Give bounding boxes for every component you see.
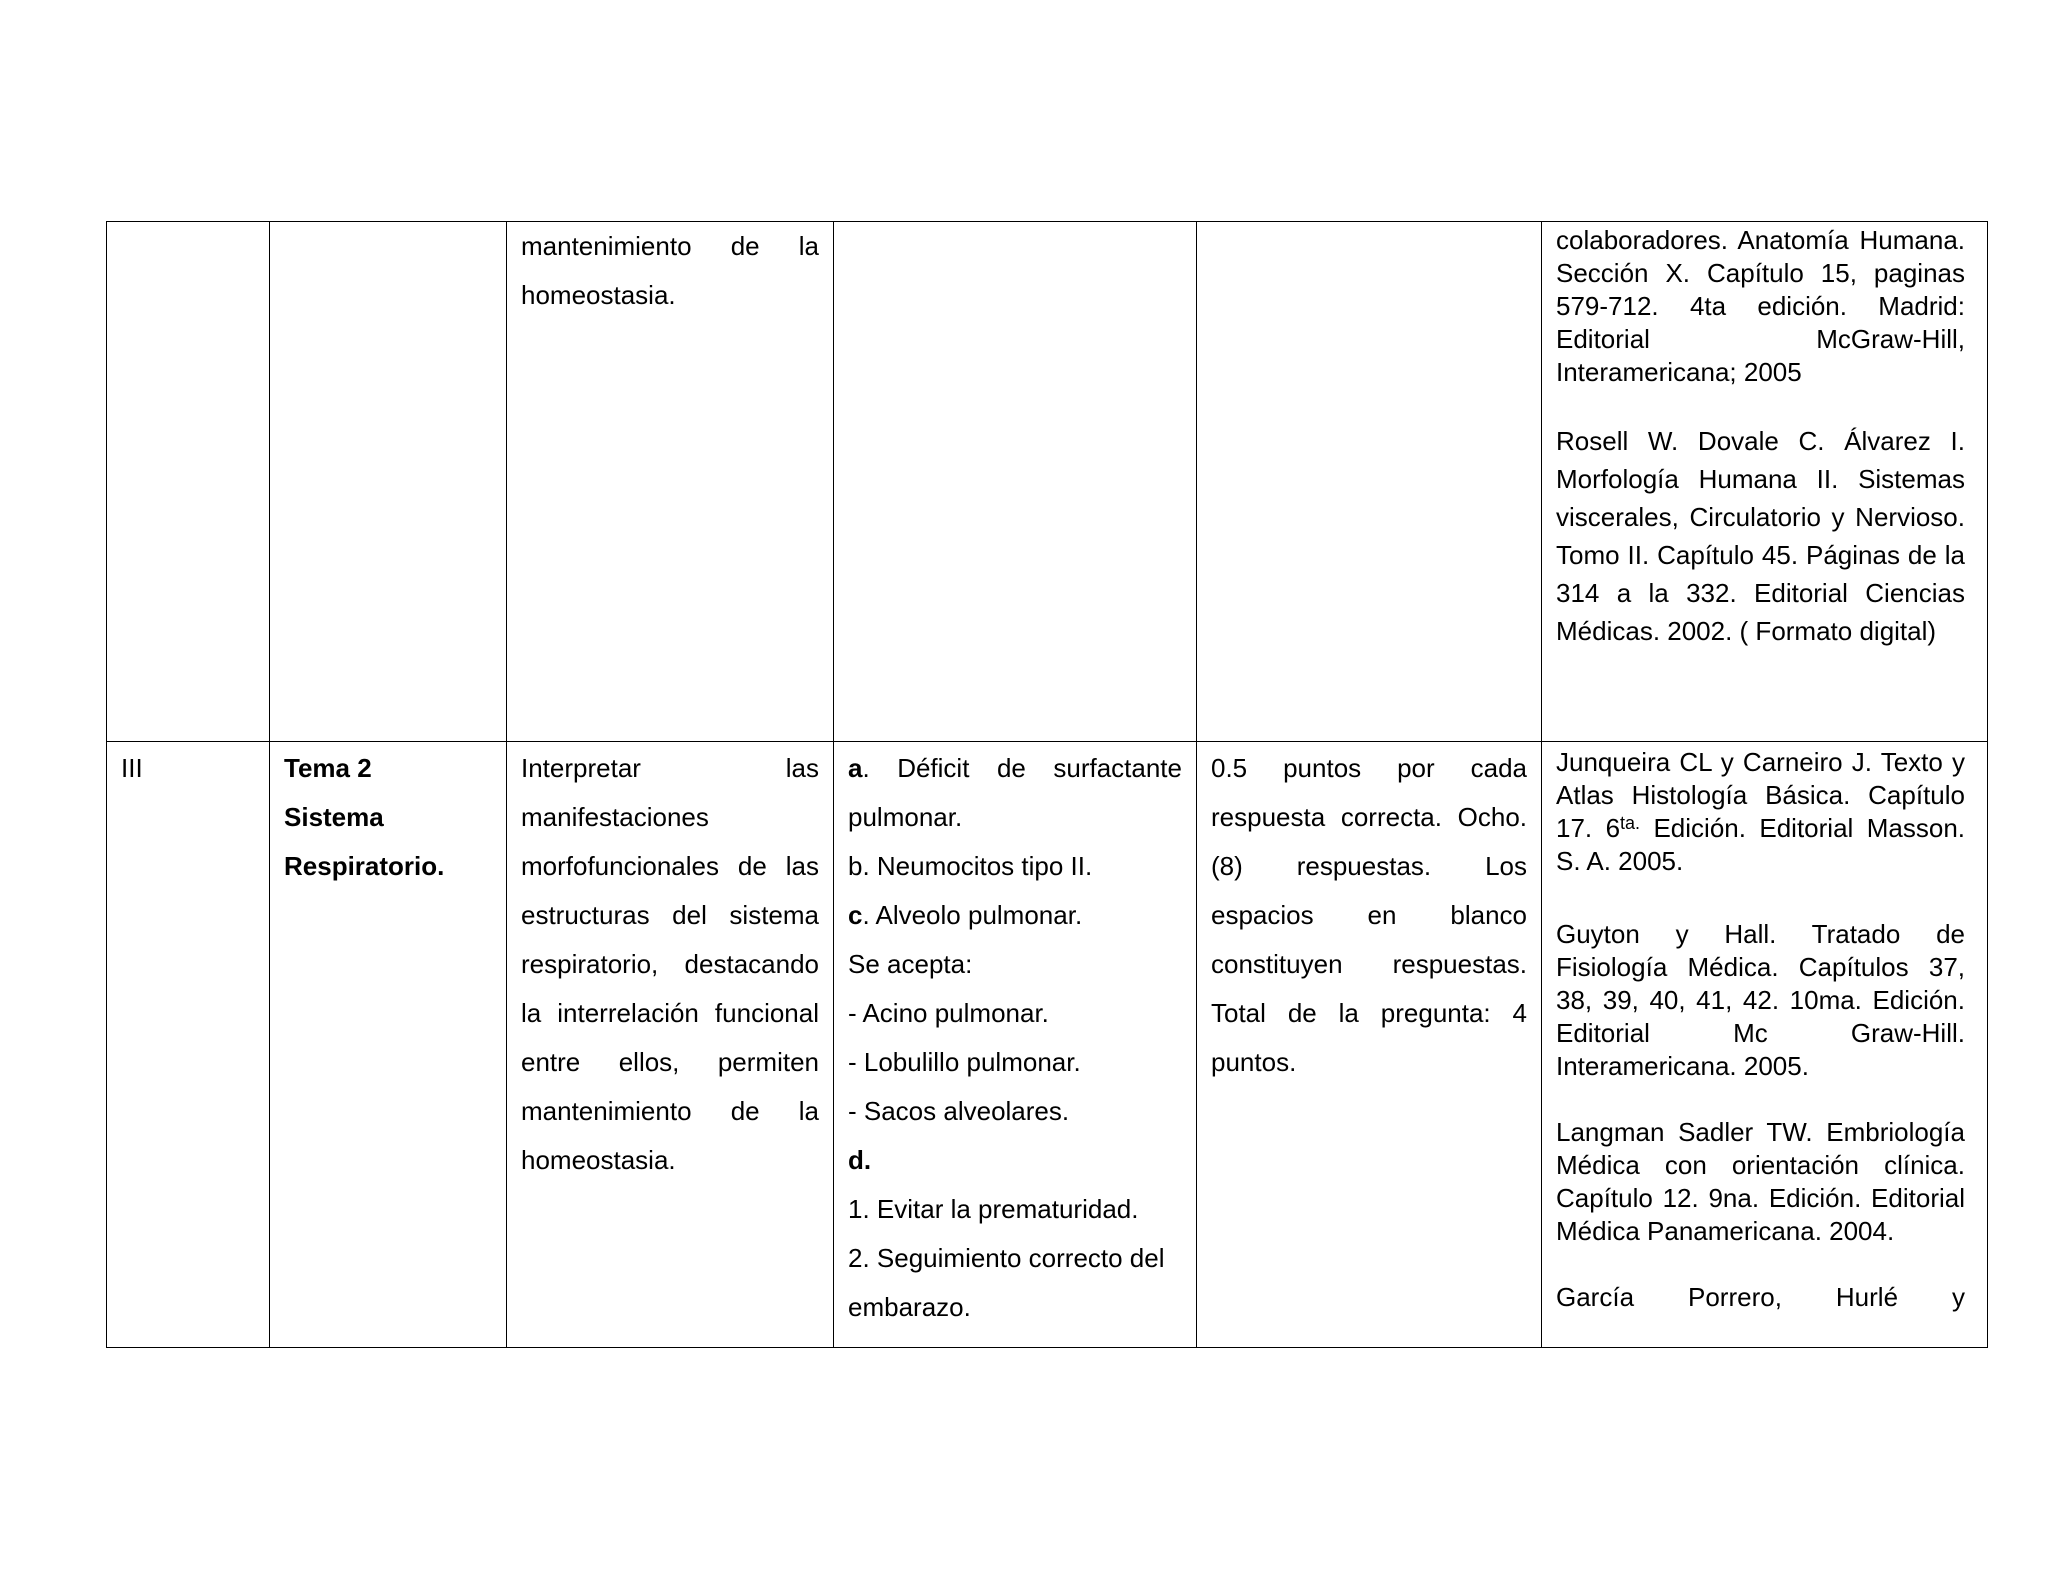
answer-d-item: 1. Evitar la prematuridad. [848, 1194, 1139, 1224]
answer-d: d. [848, 1145, 872, 1175]
answer-text: . Alveolo pulmonar. [862, 900, 1083, 930]
reference-text: Junqueira CL y Carneiro J. Texto y Atlas Histología Básica. Capítulo 17. 6 [1556, 747, 1965, 843]
cell-answers [834, 222, 1197, 742]
accept-item: - Sacos alveolares. [848, 1096, 1070, 1126]
accept-item: - Acino pulmonar. [848, 998, 1049, 1028]
scoring-text: 0.5 puntos por cada respuesta correcta. Ocho. (8) respuestas. Los espacios en blanco constituyen respuestas. Total de la pregunta: 4 puntos. [1211, 753, 1527, 1077]
answer-label: c [848, 900, 863, 930]
cell-number: III [107, 742, 270, 1348]
content-table [106, 221, 1988, 1348]
cell-topic [270, 742, 507, 1348]
objective-text: mantenimiento de la homeostasia. [521, 231, 819, 310]
answer-label: a [848, 753, 863, 783]
topic-line: Respiratorio. [284, 851, 445, 881]
cell-references [1542, 222, 1988, 742]
answer-b: b. Neumocitos tipo II. [848, 851, 1093, 881]
superscript: ta. [1620, 813, 1641, 833]
cell-objective [507, 222, 834, 742]
reference-text: Edición. Editorial Masson. S. A. 2005. [1556, 813, 1965, 876]
accept-item: - Lobulillo pulmonar. [848, 1047, 1081, 1077]
reference-item: Rosell W. Dovale C. Álvarez I. Morfología Humana II. Sistemas viscerales, Circulatorio y Nervioso. Tomo II. Capítulo 45. Páginas de la 314 a la 332. Editorial Ciencias Médicas. 2002. ( Formato digital) [1556, 426, 1965, 646]
topic-line: Sistema [284, 802, 384, 832]
cell-number [107, 222, 270, 742]
reference-item: Langman Sadler TW. Embriología Médica con orientación clínica. Capítulo 12. 9na. Edición. Editorial Médica Panamericana. 2004. [1556, 1117, 1965, 1246]
reference-item: colaboradores. Anatomía Humana. Sección X. Capítulo 15, paginas 579-712. 4ta edición. Madrid: Editorial McGraw-Hill, Interamericana; 2005 [1556, 225, 1965, 387]
cell-topic [270, 222, 507, 742]
cell-scoring [1197, 222, 1542, 742]
cell-answers [834, 742, 1197, 1348]
answer-c [848, 891, 1182, 940]
topic-line: Tema 2 [284, 753, 372, 783]
objective-text: Interpretar las manifestaciones morfofuncionales de las estructuras del sistema respiratorio, destacando la interrelación funcional entre ellos, permiten mantenimiento de la homeostasia. [521, 753, 819, 1175]
answer-a [848, 744, 1182, 842]
reference-item [1556, 746, 1965, 878]
reference-item: García Porrero, Hurlé y [1556, 1282, 1965, 1312]
reference-item: Guyton y Hall. Tratado de Fisiología Médica. Capítulos 37, 38, 39, 40, 41, 42. 10ma. Edición. Editorial Mc Graw-Hill. Interamericana. 2005. [1556, 919, 1965, 1081]
accept-heading: Se acepta: [848, 949, 973, 979]
answer-d-item: 2. Seguimiento correcto del embarazo. [848, 1243, 1165, 1322]
cell-scoring [1197, 742, 1542, 1348]
cell-references [1542, 742, 1988, 1348]
table-row [107, 222, 1988, 742]
table-row [107, 742, 1988, 1348]
cell-objective [507, 742, 834, 1348]
answer-text: . Déficit de surfactante pulmonar. [848, 753, 1182, 832]
